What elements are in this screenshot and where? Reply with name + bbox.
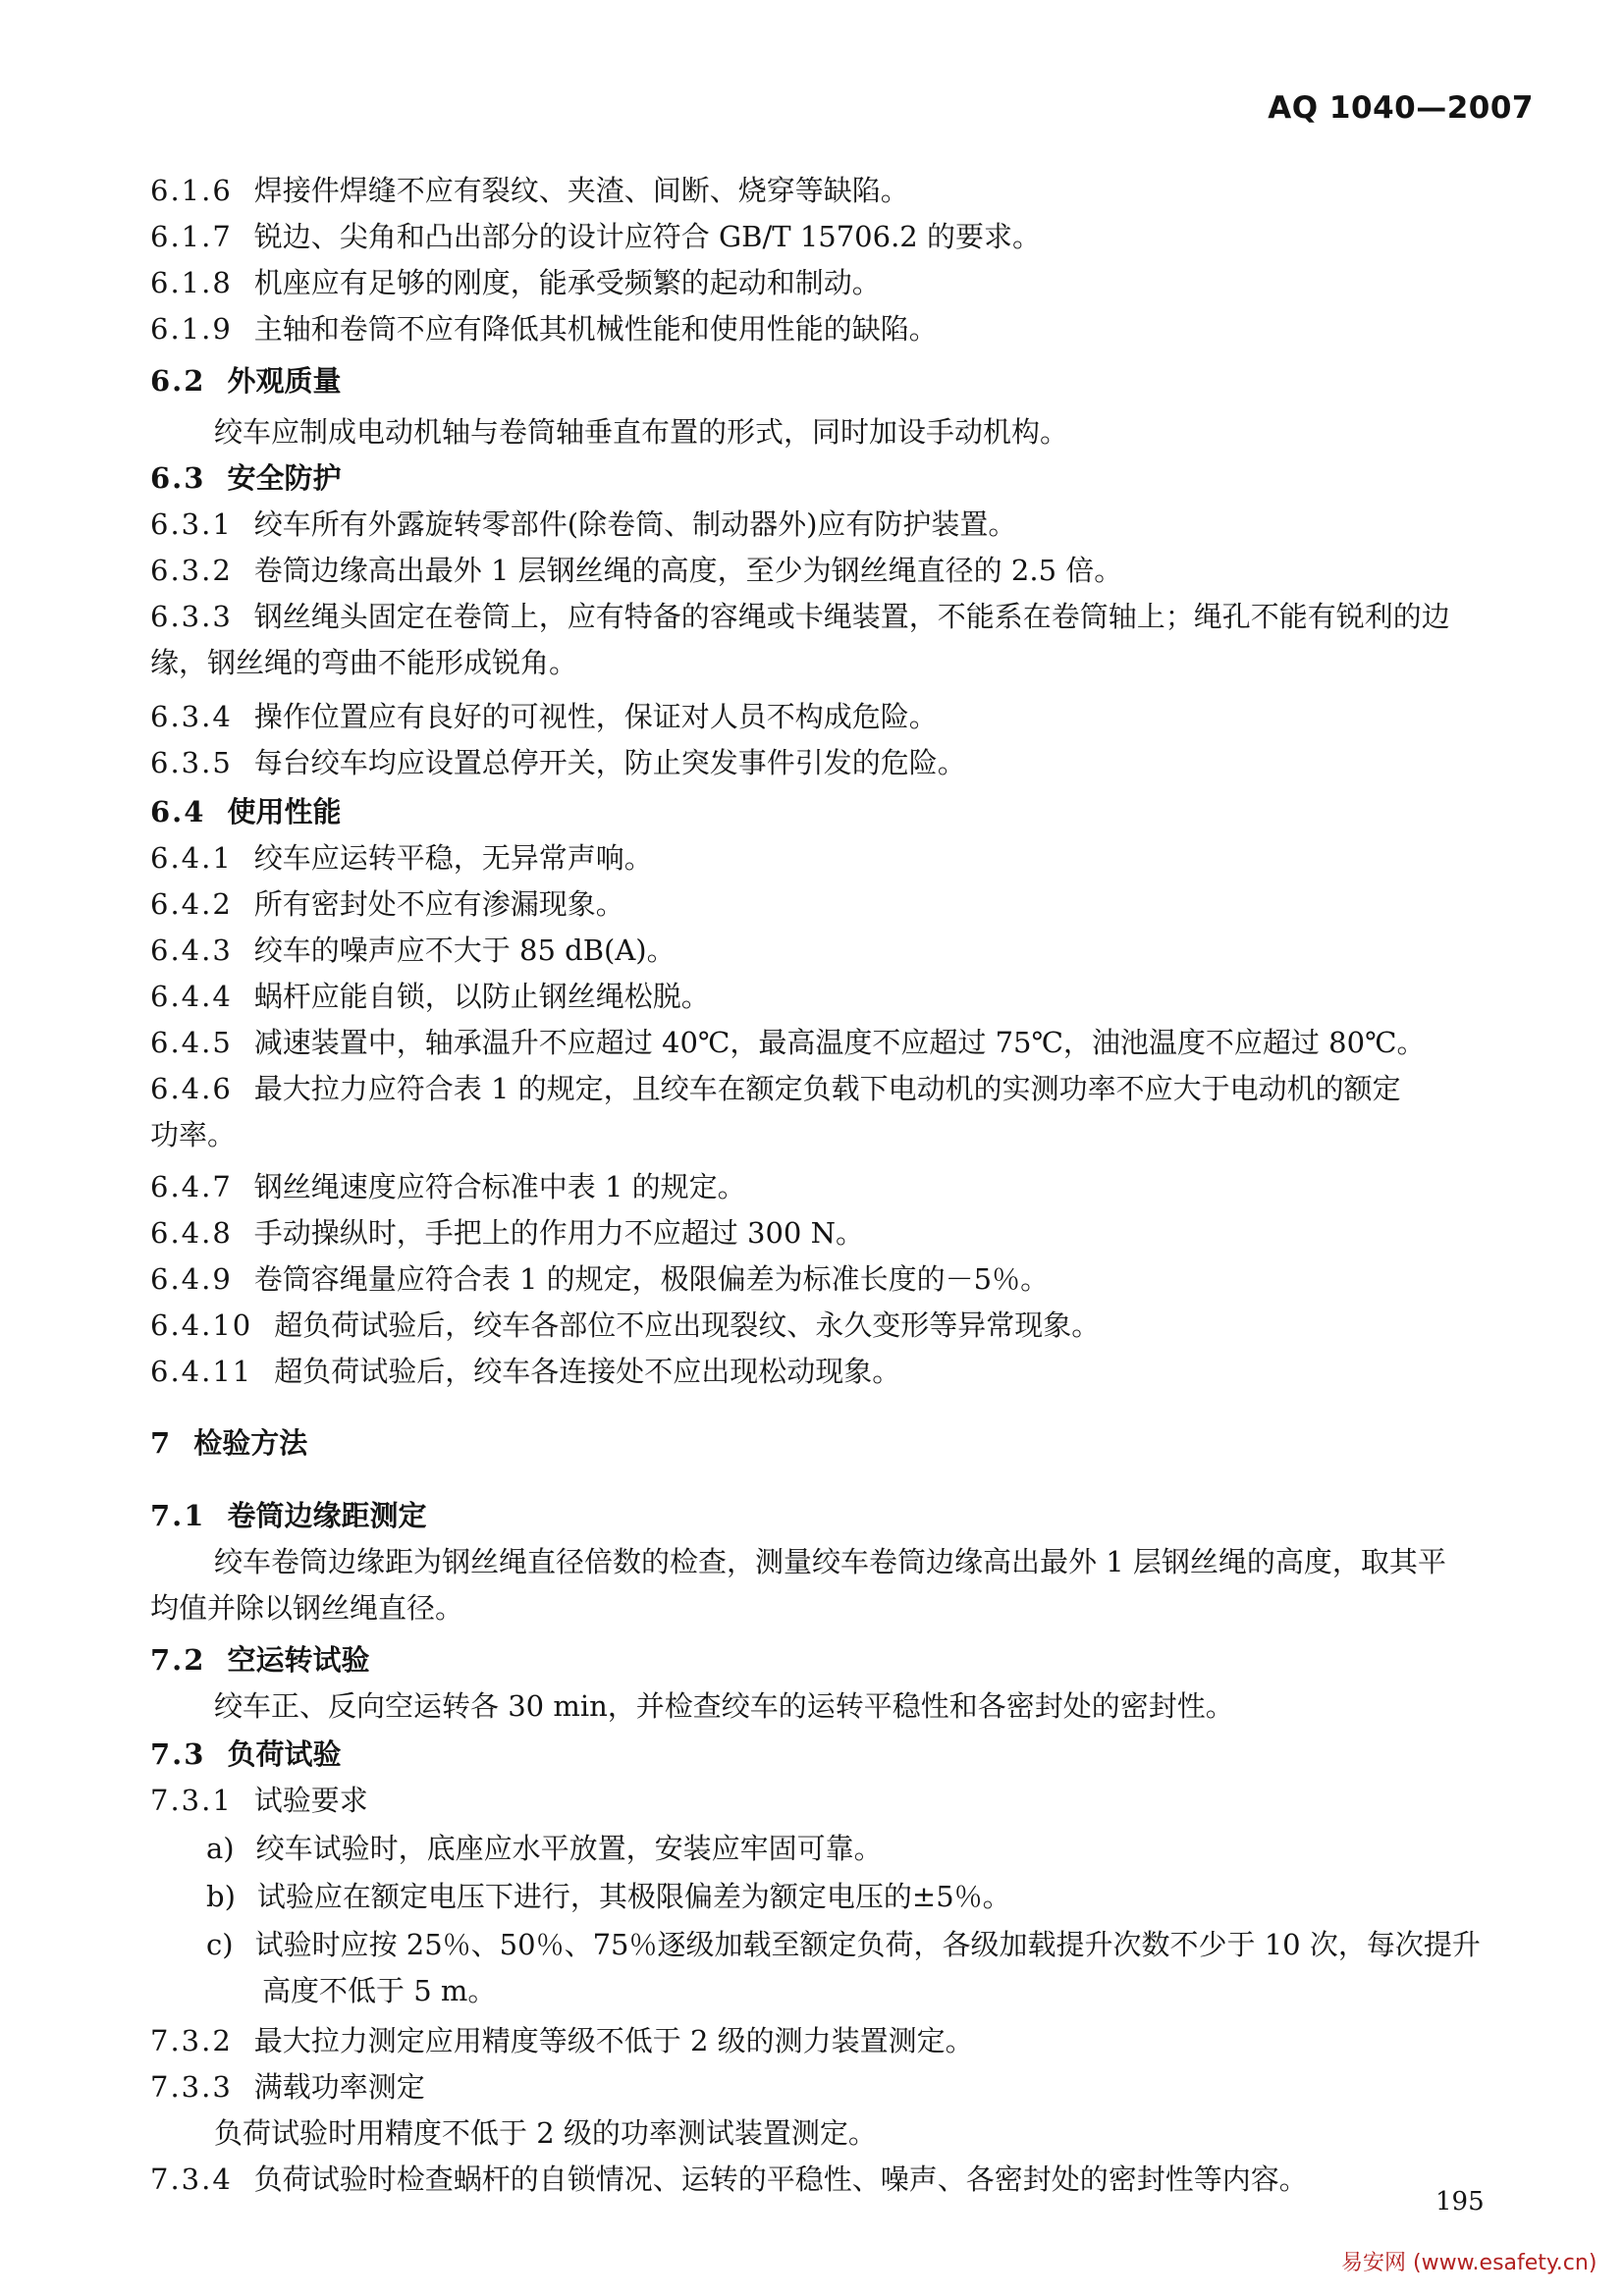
clause-text: 焊接件焊缝不应有裂纹、夹渣、间断、烧穿等缺陷。 [253,174,909,207]
clause-number: 6.1.8 [150,266,233,299]
list-item-b: b) 试验应在额定电压下进行，其极限偏差为额定电压的±5％。 [206,1880,1011,1913]
clause-6-4-7: 6.4.7 钢丝绳速度应符合标准中表 1 的规定。 [150,1170,746,1203]
clause-6-4-6-cont: 功率。 [150,1118,237,1151]
list-item-a: a) 绞车试验时，底座应水平放置，安装应牢固可靠。 [206,1832,883,1865]
clause-6-4-5: 6.4.5 减速装置中，轴承温升不应超过 40℃，最高温度不应超过 75℃，油池温度不应超过 80℃。 [150,1026,1426,1059]
clause-6-1-9 [150,307,938,350]
clause-7-3-2: 7.3.2 最大拉力测定应用精度等级不低于 2 级的测力装置测定。 [150,2024,974,2057]
clause-6-4-6: 6.4.6 最大拉力应符合表 1 的规定，且绞车在额定负载下电动机的实测功率不应大于电动机的额定 [150,1072,1401,1105]
section-7-3-heading: 7.3 负荷试验 [150,1737,342,1771]
clause-6-4-8: 6.4.8 手动操纵时，手把上的作用力不应超过 300 N。 [150,1216,864,1250]
clause-6-3-3: 6.3.3 钢丝绳头固定在卷筒上，应有特备的容绳或卡绳装置，不能系在卷筒轴上；绳孔不能有锐利的边 [150,600,1450,633]
section-7-2-heading: 7.2 空运转试验 [150,1643,370,1677]
clause-6-4-2: 6.4.2 所有密封处不应有渗漏现象。 [150,887,624,921]
clause-7-3-1-heading: 7.3.1 试验要求 [150,1784,368,1817]
clause-6-4-9: 6.4.9 卷筒容绳量应符合表 1 的规定，极限偏差为标准长度的－5％。 [150,1262,1050,1296]
section-7-1-body: 绞车卷筒边缘距为钢丝绳直径倍数的检查，测量绞车卷筒边缘高出最外 1 层钢丝绳的高度，取其平 [214,1545,1446,1578]
list-item-c: c) 试验时应按 25％、50％、75％逐级加载至额定负荷，各级加载提升次数不少于 10 次，每次提升 [206,1928,1481,1961]
clause-number: 6.1.6 [150,174,233,207]
section-6-2-heading: 6.2 外观质量 [150,364,342,398]
clause-text: 锐边、尖角和凸出部分的设计应符合 GB/T 15706.2 的要求。 [253,220,1041,253]
site-watermark: 易安网 (www.esafety.cn) [1341,2251,1597,2275]
clause-7-3-3-heading: 7.3.3 满载功率测定 [150,2070,425,2104]
clause-6-4-3: 6.4.3 绞车的噪声应不大于 85 dB(A)。 [150,934,676,967]
clause-6-1-8 [150,261,881,304]
section-6-2-body: 绞车应制成电动机轴与卷筒轴垂直布置的形式，同时加设手动机构。 [214,415,1069,449]
page-number: 195 [1435,2187,1485,2216]
clause-text: 主轴和卷筒不应有降低其机械性能和使用性能的缺陷。 [253,312,938,346]
clause-6-3-2: 6.3.2 卷筒边缘高出最外 1 层钢丝绳的高度，至少为钢丝绳直径的 2.5 倍。 [150,554,1123,587]
clause-6-3-4: 6.3.4 操作位置应有良好的可视性，保证对人员不构成危险。 [150,700,938,733]
section-7-heading: 7 检验方法 [150,1426,308,1460]
clause-text: 机座应有足够的刚度，能承受频繁的起动和制动。 [253,266,881,299]
section-7-1-heading: 7.1 卷筒边缘距测定 [150,1499,427,1532]
standard-number: AQ 1040—2007 [1268,90,1534,126]
clause-6-4-10: 6.4.10 超负荷试验后，绞车各部位不应出现裂纹、永久变形等异常现象。 [150,1308,1101,1342]
clause-6-3-1: 6.3.1 绞车所有外露旋转零部件(除卷筒、制动器外)应有防护装置。 [150,507,1017,541]
section-7-1-body-cont: 均值并除以钢丝绳直径。 [150,1591,464,1625]
clause-6-4-1: 6.4.1 绞车应运转平稳，无异常声响。 [150,841,653,875]
clause-7-3-3-body: 负荷试验时用精度不低于 2 级的功率测试装置测定。 [214,2116,877,2150]
clause-6-1-6 [150,169,909,212]
clause-6-3-3-cont: 缘，钢丝绳的弯曲不能形成锐角。 [150,646,578,679]
list-item-c-cont: 高度不低于 5 m。 [262,1974,497,2007]
clause-number: 6.1.9 [150,312,233,346]
section-7-2-body: 绞车正、反向空运转各 30 min，并检查绞车的运转平稳性和各密封处的密封性。 [214,1689,1234,1723]
section-6-3-heading: 6.3 安全防护 [150,461,342,495]
clause-6-4-4: 6.4.4 蜗杆应能自锁，以防止钢丝绳松脱。 [150,980,710,1013]
clause-6-3-5: 6.3.5 每台绞车均应设置总停开关，防止突发事件引发的危险。 [150,746,966,779]
clause-7-3-4: 7.3.4 负荷试验时检查蜗杆的自锁情况、运转的平稳性、噪声、各密封处的密封性等内容。 [150,2163,1308,2196]
clause-6-4-11: 6.4.11 超负荷试验后，绞车各连接处不应出现松动现象。 [150,1355,901,1388]
section-6-4-heading: 6.4 使用性能 [150,795,342,828]
clause-6-1-7 [150,215,1041,258]
clause-number: 6.1.7 [150,220,233,253]
